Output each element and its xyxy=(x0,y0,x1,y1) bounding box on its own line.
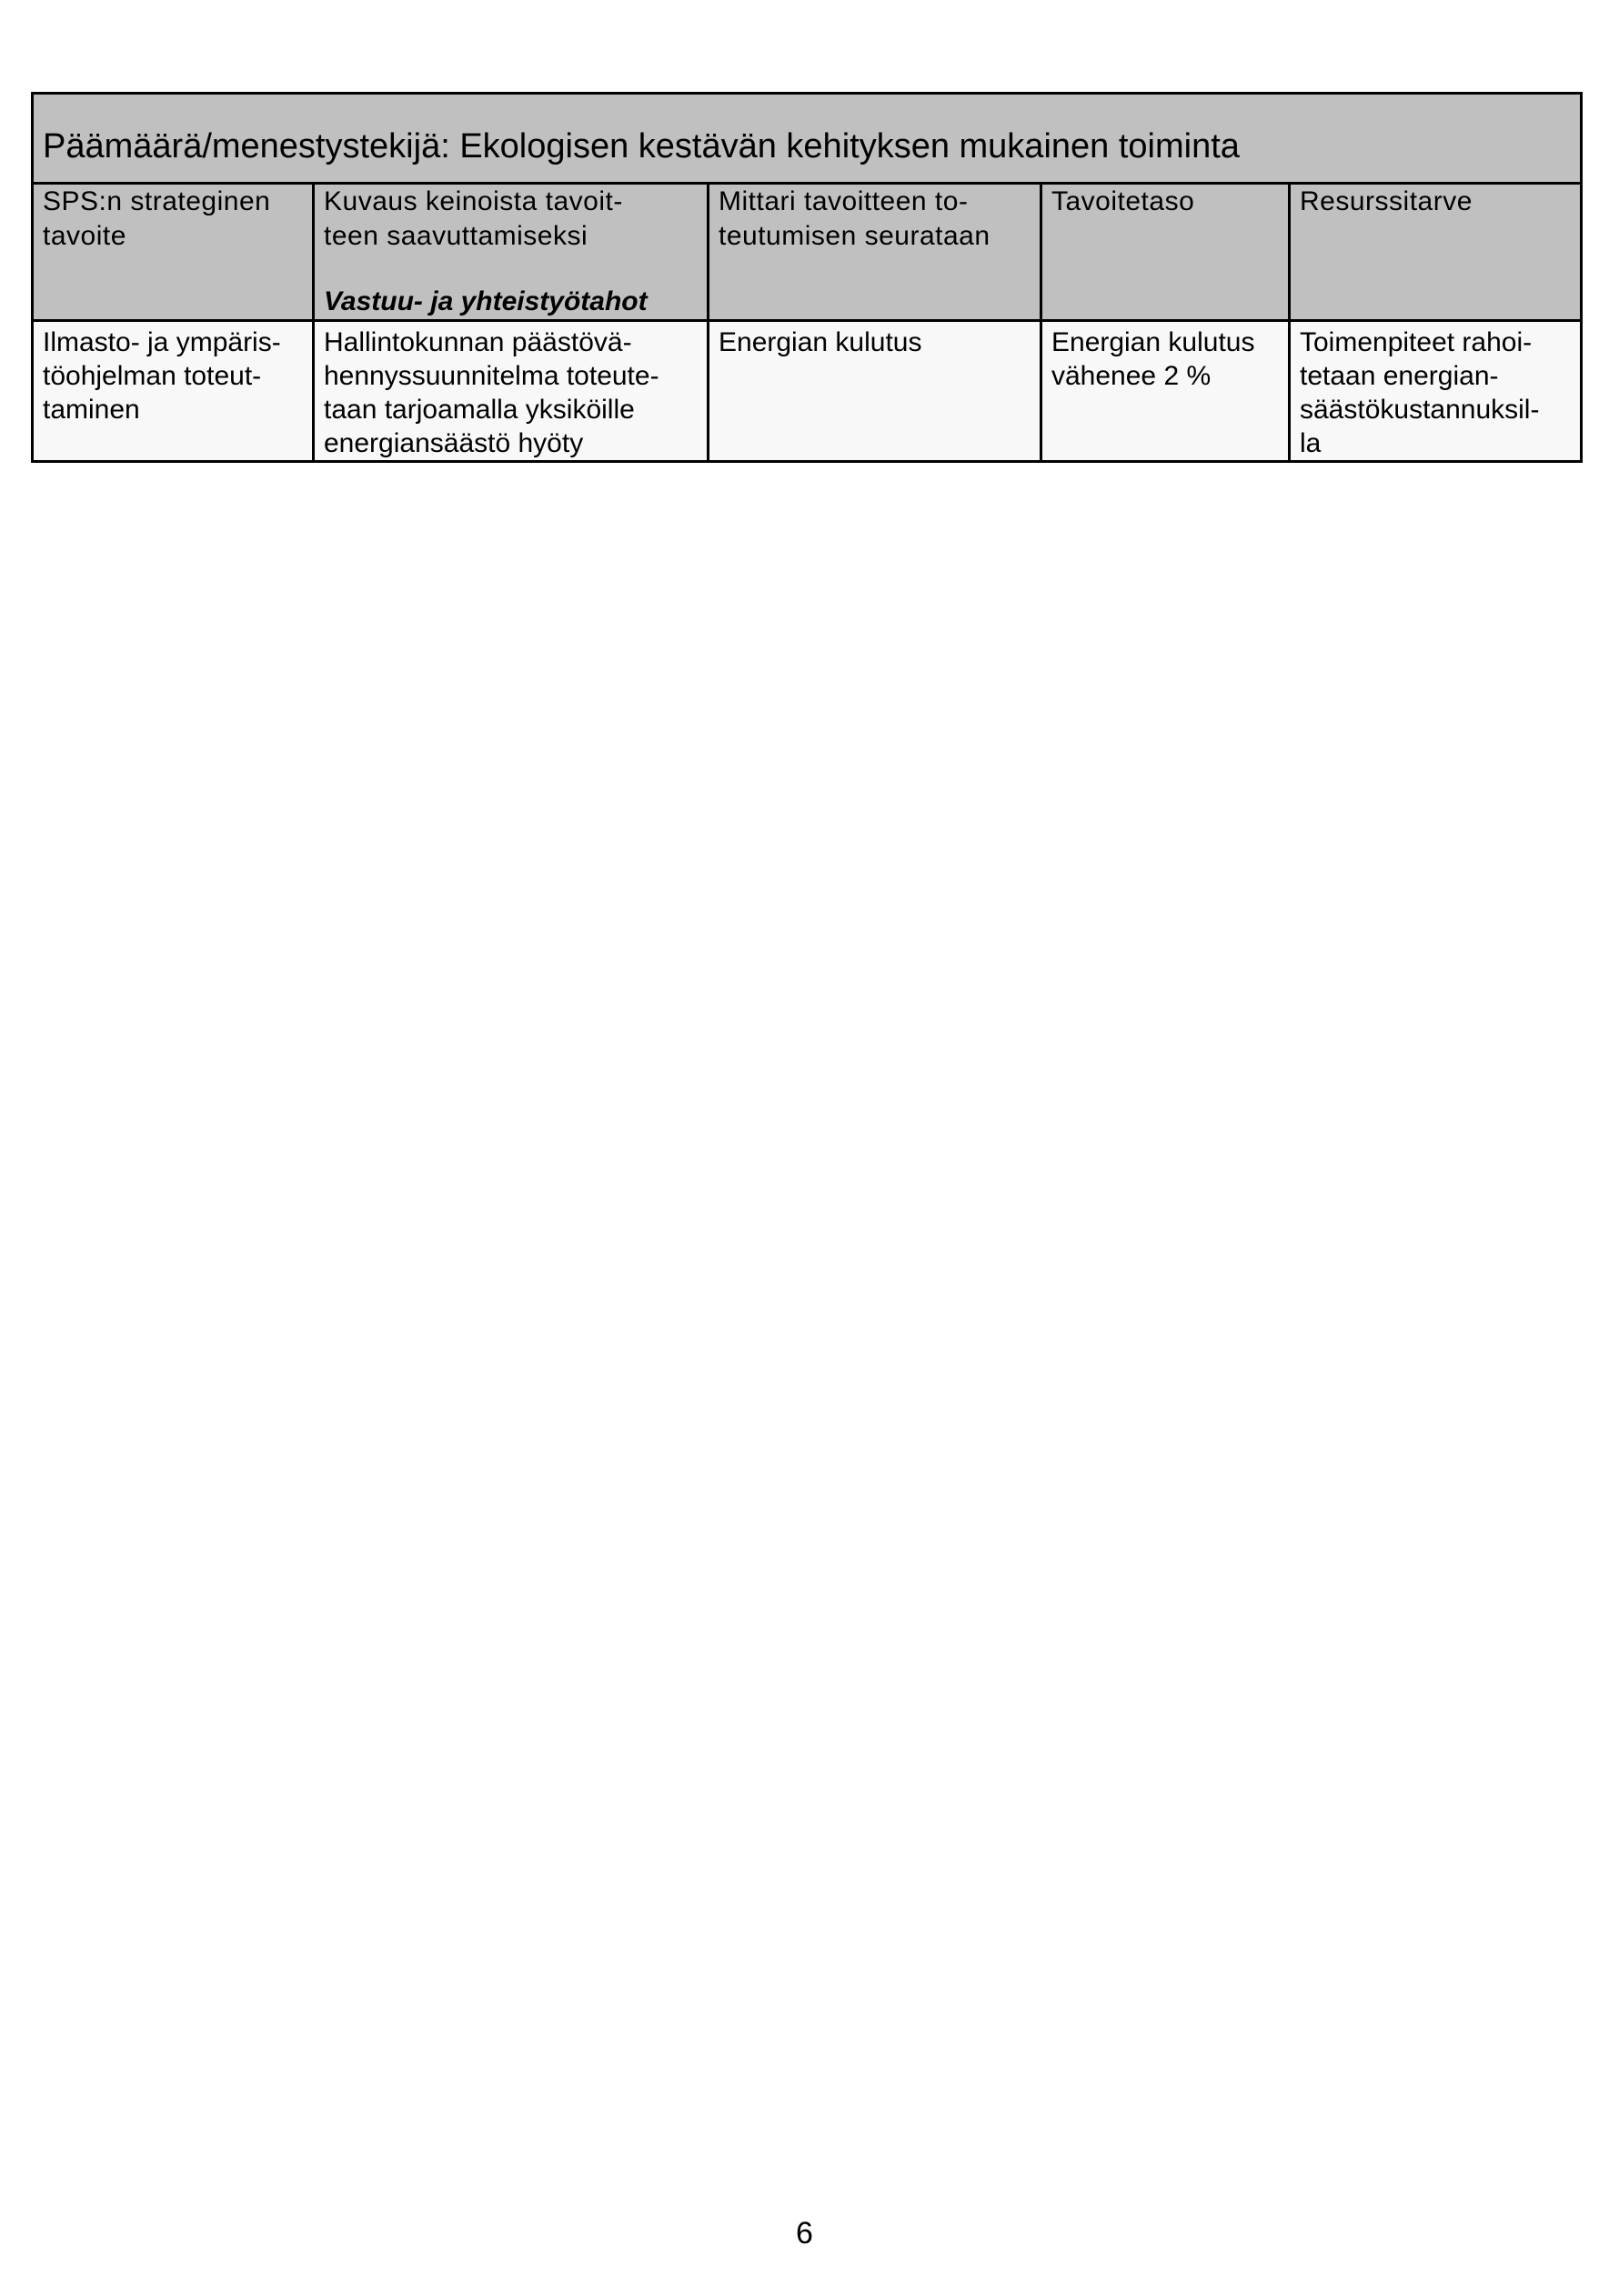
header-subtitle: Vastuu- ja yhteistyötahot xyxy=(324,286,648,316)
cell-text: Energian kulutus vähenee 2 % xyxy=(1051,327,1255,391)
header-label: Mittari tavoitteen to- teutumisen seurataan xyxy=(719,186,991,251)
header-label: Resurssitarve xyxy=(1300,186,1473,216)
header-cell-strategic-goal xyxy=(33,184,314,321)
table-title: Päämäärä/menestystekijä: Ekologisen kestävän kehityksen mukainen toiminta xyxy=(43,127,1240,165)
table-title-row xyxy=(33,94,1582,184)
table-cell-metric xyxy=(709,321,1041,462)
table-cell-description xyxy=(314,321,709,462)
cell-text: Ilmasto- ja ympäris- töohjelman toteut- taminen xyxy=(43,327,281,425)
header-label: SPS:n strateginen tavoite xyxy=(43,186,271,251)
page-number: 6 xyxy=(796,2216,813,2251)
cell-text: Hallintokunnan päästövä- hennyssuunnitelma toteute- taan tarjoamalla yksiköille energiansäästö hyöty xyxy=(324,327,659,458)
header-label: Tavoitetaso xyxy=(1051,186,1195,216)
table-row xyxy=(33,321,1582,462)
header-cell-resource-need xyxy=(1290,184,1582,321)
header-cell-target-level xyxy=(1041,184,1290,321)
header-cell-metric xyxy=(709,184,1041,321)
cell-text: Energian kulutus xyxy=(719,327,922,357)
header-cell-description xyxy=(314,184,709,321)
table-header-row xyxy=(33,184,1582,321)
table-cell-target-level xyxy=(1041,321,1290,462)
table-cell-strategic-goal xyxy=(33,321,314,462)
cell-text: Toimenpiteet rahoi- tetaan energian- säästökustannuksil- la xyxy=(1300,327,1540,458)
table-cell-resource-need xyxy=(1290,321,1582,462)
table-title-cell xyxy=(33,94,1582,184)
goal-table xyxy=(31,92,1583,463)
header-label: Kuvaus keinoista tavoit- teen saavuttamiseksi xyxy=(324,186,623,251)
